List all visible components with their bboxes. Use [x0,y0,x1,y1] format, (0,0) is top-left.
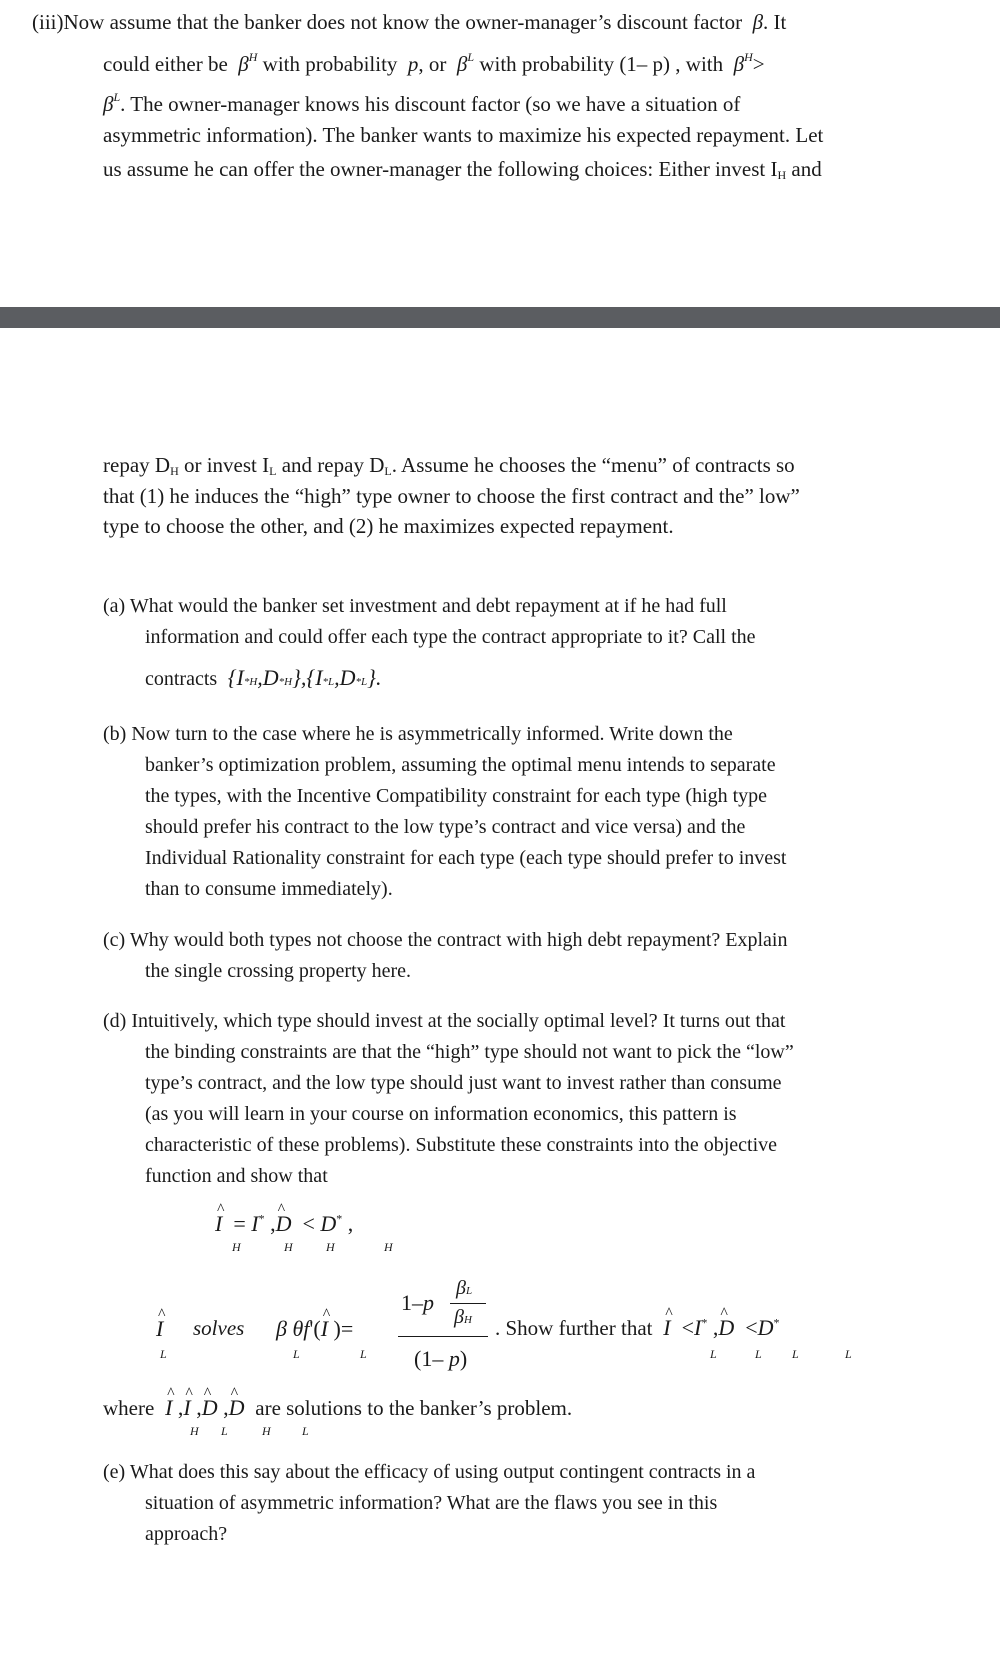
question-d-line-2 [145,1040,794,1064]
d-hat: ^ D [276,1211,292,1237]
intro-line-1 [32,10,786,35]
question-d-line-3 [145,1071,782,1095]
subscript-h: H [262,1424,271,1438]
equation-text: ^ I = I* ,^ D < D* , [215,1211,353,1237]
text: situation of asymmetric information? What are the flaws you see in this [145,1492,718,1514]
intro-text: , or [418,52,447,76]
subscript-h: H [170,464,179,478]
question-b-line-1 [103,722,733,746]
text: information and could offer each type the contract appropriate to it? Call the [145,626,756,648]
text: characteristic of these problems). Substitute these constraints into the objective [145,1134,778,1156]
prob-p: p [402,52,419,76]
beta-symbol: β [747,10,764,34]
question-a-line-3 [145,665,381,691]
question-b-line-4 [145,815,745,839]
text: (c) Why would both types not choose the contract with high debt repayment? Explain [103,929,788,951]
intro-text: . The owner-manager knows his discount factor (so we have a situation of [120,92,741,116]
subscript-h: H [284,1240,293,1254]
intro-line-4 [103,123,823,148]
intro-text: and [791,157,822,181]
question-e-line-2 [145,1491,717,1515]
question-d-line-4 [145,1102,737,1126]
beta-high: $\beta^H$ [233,50,258,76]
question-e-line-1 [103,1460,755,1484]
fraction-denominator: (1– p) [414,1346,468,1371]
intro-text: . It [763,10,787,34]
text: should prefer his contract to the low type’s contract and vice versa) and the [145,816,746,838]
text: Individual Rationality constraint for each type (each type should prefer to invest [145,847,787,869]
subscript-h: H [326,1240,335,1254]
i-hat-low: ^ I [156,1316,163,1342]
text: (d) Intuitively, which type should invest at the socially optimal level? It turns out that [103,1010,786,1032]
subscript-l: L [269,464,277,478]
beta-l-ratio: βL [456,1277,473,1299]
intro-text: (iii)Now assume that the banker does not know the owner-manager’s discount factor [32,10,743,34]
beta-h-ratio: βH [454,1306,472,1328]
text: function and show that [145,1165,328,1187]
text: (a) What would the banker set investment and debt repayment at if he had full [103,595,727,617]
text: the single crossing property here. [145,960,412,982]
beta-low: $\beta^L$ [451,50,475,76]
fraction-line [398,1336,488,1337]
text: banker’s optimization problem, assuming the optimal menu intends to separate [145,754,776,776]
subscript-l: L [293,1347,300,1361]
question-d-line-5 [145,1133,777,1157]
subscript-l: L [302,1424,309,1438]
subscript-l: L [160,1347,167,1361]
solves-text: solves [193,1316,245,1340]
subscript-l: L [755,1347,762,1361]
text: that (1) he induces the “high” type owner to choose the first contract and the” low” [103,484,800,508]
intro-text: with probability (1– p) , with [479,52,724,76]
continuation-line-3 [103,514,674,539]
text: repay D [103,453,171,477]
text: (b) Now turn to the case where he is asymmetrically informed. Write down the [103,723,733,745]
subscript-l: L [845,1347,852,1361]
subscript-l: L [360,1347,367,1361]
text: . Assume he chooses the “menu” of contracts so [391,453,795,477]
subscript-h: H [384,1240,393,1254]
intro-text: us assume he can offer the owner-manager the following choices: Either invest I [103,157,778,181]
subscript-h: H [777,168,787,182]
intro-text: asymmetric information). The banker wants to maximize his expected repayment. Let [103,123,824,147]
intro-line-3 [103,90,740,117]
continuation-line-1 [103,453,795,478]
intro-text: could either be [103,52,228,76]
subscript-l: L [384,464,392,478]
text: (e) What does this say about the efficacy of using output contingent contracts in a [103,1461,756,1483]
fraction-numerator: 1–p [401,1290,434,1315]
question-a-line-2 [145,625,756,649]
question-b-line-5 [145,846,786,870]
subscript-l: L [792,1347,799,1361]
text: and repay D [281,453,385,477]
question-e-line-3 [145,1522,227,1546]
i-hat: ^ I [215,1211,222,1237]
intro-line-2 [103,50,765,77]
where-text: where ^ I ,^ I ,^ D ,^ D are solutions to the banker’s problem. [103,1395,572,1421]
question-b-line-2 [145,753,776,777]
question-c-line-2 [145,959,411,983]
text: than to consume immediately). [145,878,393,900]
intro-text: > [752,52,765,76]
subscript-h: H [190,1424,199,1438]
subscript-l: L [221,1424,228,1438]
inner-fraction-line [450,1303,486,1304]
text: the types, with the Incentive Compatibility constraint for each type (high type [145,785,768,807]
text: approach? [145,1523,228,1545]
beta-low: $\beta^L$ [103,90,121,116]
derivative-expression: β θf'(^ I )= [276,1316,353,1342]
question-d-line-1 [103,1009,785,1033]
continuation-line-2 [103,484,800,509]
question-c-line-1 [103,928,787,952]
question-d-line-6 [145,1164,328,1188]
question-b-line-3 [145,784,767,808]
text: contracts [145,668,218,690]
text: (as you will learn in your course on information economics, this pattern is [145,1103,737,1125]
beta-high: $\beta^H$ [728,50,753,76]
text: type to choose the other, and (2) he maximizes expected repayment. [103,514,674,538]
page-divider [0,307,1000,328]
contracts-formula: {I*H,D*H},{I*L,D*L}. [222,665,382,690]
text: or invest I [183,453,270,477]
show-further-text: . Show further that ^ I <I* ,^ D <D* [495,1315,780,1341]
text: type’s contract, and the low type should just want to invest rather than consume [145,1072,782,1094]
intro-text: with probability [262,52,398,76]
subscript-h: H [232,1240,241,1254]
subscript-l: L [710,1347,717,1361]
question-a-line-1 [103,594,727,618]
intro-line-5 [103,157,822,182]
text: the binding constraints are that the “high” type should not want to pick the “low” [145,1041,794,1063]
question-b-line-6 [145,877,393,901]
